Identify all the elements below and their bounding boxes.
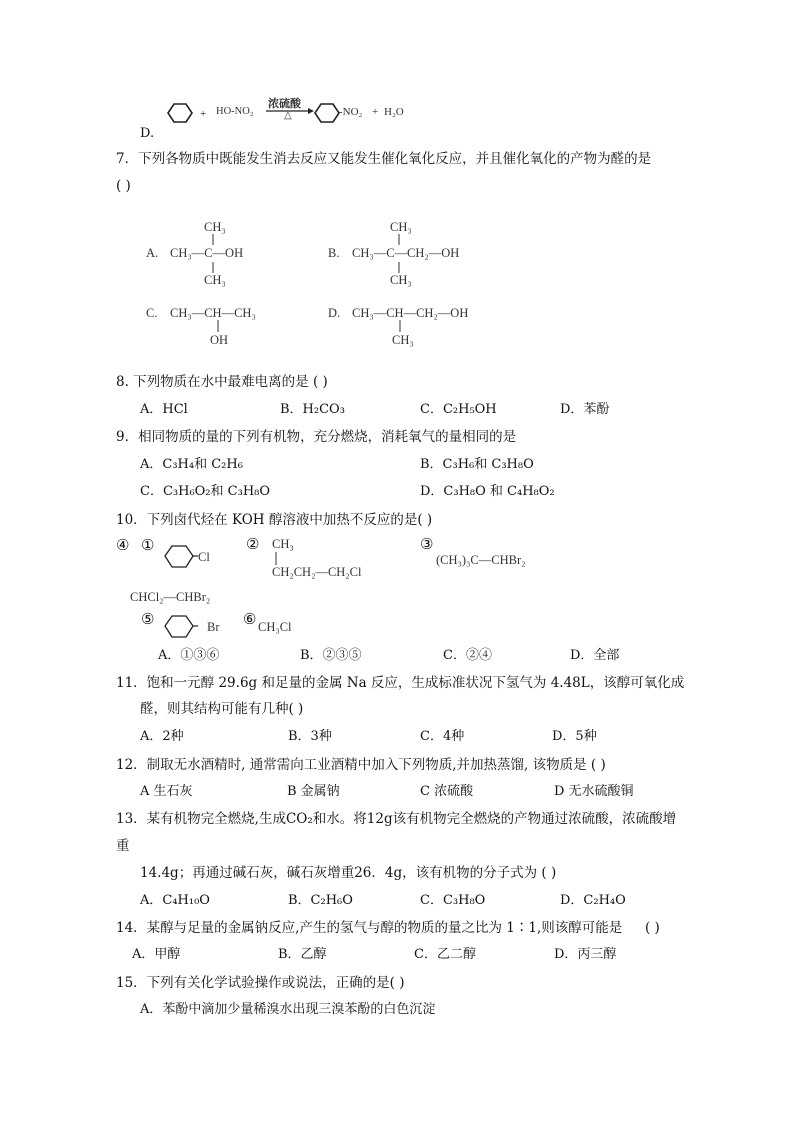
q10-option-a: A．①③⑥	[158, 648, 220, 663]
q8-stem: 8. 下列物质在水中最难电离的是 ( )	[116, 374, 328, 390]
q10-option-d: D．全部	[570, 648, 620, 663]
q8-option-a: A．HCl	[140, 402, 188, 417]
chloro-chain: CH₂CH₂—CH₂Cl	[272, 565, 362, 579]
plus-sign: +	[200, 108, 207, 120]
nitric-acid-formula: HO-NO₂	[216, 106, 254, 117]
circled-6: ⑥	[243, 610, 257, 628]
bond-lines	[397, 234, 401, 274]
q14-paren: ( )	[645, 920, 660, 936]
water-formula: H₂O	[384, 106, 404, 118]
q8-option-b: B．H₂CO₃	[280, 402, 345, 417]
chlorobenzene-ring-icon	[162, 542, 198, 572]
q6-option-d-label: D.	[140, 126, 155, 141]
benzene-ring-icon	[312, 100, 342, 126]
q11-option-b: B．3种	[288, 729, 332, 744]
chloro-substituent: Cl	[198, 550, 210, 564]
circled-3: ③	[420, 535, 434, 553]
option-label: D.	[328, 306, 341, 320]
methyl-top: CH₃	[390, 220, 412, 234]
q10-option-c: C．②④	[443, 648, 492, 663]
option-label: C.	[146, 306, 158, 320]
q8-option-d: D．苯酚	[560, 402, 610, 417]
bromo-substituent: Br	[207, 620, 220, 634]
condition-acid: 浓硫酸	[268, 98, 301, 110]
tert-butyl-dibromide: (CH₃)₃C—CHBr₂	[436, 553, 526, 567]
circled-5: ⑤	[141, 610, 155, 628]
q12-option-c: C 浓硫酸	[420, 784, 474, 799]
hydroxyl-bottom: OH	[210, 333, 229, 347]
methyl-bottom: CH₃	[390, 273, 412, 287]
q9-stem: 9．相同物质的量的下列有机物，充分燃烧，消耗氧气的量相同的是	[116, 429, 517, 445]
q13-line2: 重	[116, 838, 130, 854]
methyl-bottom: CH₃	[204, 273, 226, 287]
q10-stem: 10．下列卤代烃在 KOH 醇溶液中加热不反应的是( )	[116, 512, 433, 528]
q9-option-d: D．C₃H₈O 和 C₄H₈O₂	[420, 484, 555, 499]
plus-sign: +	[372, 106, 379, 118]
main-chain: CH₃—C—CH₂—OH	[352, 246, 460, 260]
option-label: A.	[146, 246, 159, 260]
dichloro-dibromo-ethane: CHCl₂—CHBr₂	[130, 590, 211, 604]
q12-option-b: B 金属钠	[287, 784, 340, 799]
bond-lines	[211, 234, 215, 274]
bond-lines	[216, 320, 220, 334]
main-chain: CH₃—CH—CH₂—OH	[352, 306, 469, 320]
q15-option-a: A．苯酚中滴加少量稀溴水出现三溴苯酚的白色沉淀	[140, 1002, 436, 1017]
condition-heat: △	[284, 110, 292, 121]
main-chain: CH₃—CH—CH₃	[170, 306, 256, 320]
chloromethane: CH₃Cl	[258, 620, 292, 634]
circled-1: ①	[141, 536, 155, 554]
q13-line3: 14.4g；再通过碱石灰，碱石灰增重26．4g，该有机物的分子式为 ( )	[140, 865, 557, 881]
q14-option-b: B．乙醇	[278, 947, 327, 962]
q7-stem-line1: 7．下列各物质中既能发生消去反应又能发生催化氧化反应，并且催化氧化的产物为醛的是	[116, 151, 652, 167]
q11-option-d: D．5种	[552, 729, 597, 744]
branch-methyl: CH₃	[272, 537, 294, 551]
q12-option-a: A 生石灰	[140, 784, 193, 799]
bond-lines	[274, 552, 278, 566]
bond-lines	[398, 320, 402, 334]
q8-option-c: C．C₂H₅OH	[420, 402, 497, 417]
q15-stem: 15．下列有关化学试验操作或说法，正确的是( )	[116, 975, 405, 991]
main-chain: CH₃—C—OH	[170, 246, 244, 260]
q11-option-c: C．4种	[420, 729, 465, 744]
q13-option-c: C．C₃H₈O	[420, 893, 486, 908]
q9-option-b: B．C₃H₆和 C₃H₈O	[420, 457, 534, 472]
option-label: B.	[328, 246, 340, 260]
q14-option-d: D．丙三醇	[554, 947, 617, 962]
q11-option-a: A．2种	[140, 729, 184, 744]
q7-stem-line2: ( )	[116, 178, 131, 194]
q13-option-b: B．C₂H₆O	[288, 893, 353, 908]
q13-option-d: D．C₂H₄O	[560, 893, 626, 908]
q9-option-c: C．C₃H₆O₂和 C₃H₈O	[140, 484, 271, 499]
q13-option-a: A．C₄H₁₀O	[140, 893, 210, 908]
q14-option-c: C．乙二醇	[414, 947, 476, 962]
q9-option-a: A．C₃H₄和 C₂H₆	[140, 457, 243, 472]
q10-option-b: B．②③⑤	[300, 648, 362, 663]
q14-option-a: A．甲醇	[132, 947, 181, 962]
circled-4: ④	[116, 536, 130, 554]
cyclohexane-ring-icon	[162, 612, 198, 642]
q12-stem: 12．制取无水酒精时, 通常需向工业酒精中加入下列物质,并加热蒸馏, 该物质是 ( )	[116, 757, 606, 773]
methyl-top: CH₃	[204, 220, 226, 234]
q13-line1: 13．某有机物完全燃烧,生成CO₂和水。将12g该有机物完全燃烧的产物通过浓硫酸，浓硫酸增	[116, 811, 677, 827]
q11-line2: 醛，则其结构可能有几种( )	[140, 701, 304, 717]
circled-2: ②	[246, 535, 260, 553]
q14-stem: 14．某醇与足量的金属钠反应,产生的氢气与醇的物质的量之比为 1∶1,则该醇可能是	[116, 920, 623, 936]
q12-option-d: D 无水硫酸铜	[554, 784, 634, 799]
q11-line1: 11．饱和一元醇 29.6g 和足量的金属 Na 反应，生成标准状况下氢气为 4.48L，该醇可氧化成	[116, 675, 685, 691]
nitro-group: -NO₂	[339, 106, 363, 118]
methyl-bottom: CH₃	[392, 333, 414, 347]
